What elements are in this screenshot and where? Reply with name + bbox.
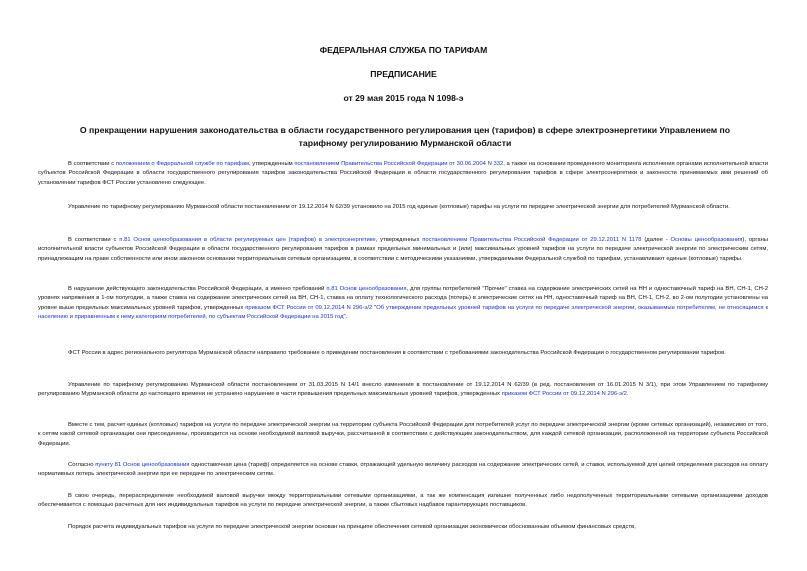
link-fst-regulation[interactable]: положением о Федеральной службе по тарифам xyxy=(115,161,249,167)
paragraph-9: В свою очередь, перераспределение необходимой валовой выручки между территориальными сетевыми организациями, а так же компенсация излишне полученных либо недополученных территориальными сетевыми организациями доходов обеспечивается с помощью расчетных для них индивидуальных тарифов на услуги по передаче электрической энергии, а также сбытовых надбавок гарантирующих поставщиков. xyxy=(38,493,768,509)
paragraph-8: Согласно пункту 81 Основ ценообразования одноставочная цена (тариф) определяется на основе ставки, отражающей удельную величину расходов на содержание электрических сетей, и ставки, используемой для целей определения расходов на оплату нормативных потерь электрической энергии при ее передаче по электрическим сетям. xyxy=(38,462,768,478)
document-type: ПРЕДПИСАНИЕ xyxy=(370,69,437,79)
document-title: О прекращении нарушения законодательства в области государственного регулирования цен (тарифов) в сфере электроэнергетики Управлением по тарифному регулированию Мурманской области xyxy=(79,125,731,148)
link-government-decree-332[interactable]: постановлением Правительства Российской Федерации от 30.06.2004 N 332 xyxy=(294,161,504,167)
paragraph-5: ФСТ России в адрес регионального регулятора Мурманской области направило требование о приведении постановления в соответствии с требованиями законодательства Российской Федерации о государственном регулировании тарифов. xyxy=(68,350,726,356)
paragraph-4: В нарушение действующего законодательства Российской Федерации, а именно требований п.81 Основ ценообразования, для группы потребителей "Прочие" ставка на содержание электрических сетей на НН и одноставочный тариф на ВН, СН-1, СН-2 уровнях напряжения в 1-ом полугодии, а также ставка на содержание электрических сетей на ВН, СН-1, ставка на оплату технологического расхода (потерь) в электрические сетях на НН, одноставочный тариф на ВН, СН-1, СН-2, во 2-ом полугодии установлены на уровне выше предельных максимальных уровней тарифов, утвержденных приказом ФСТ России от 09.12.2014 N 296-э/2 "Об утверждении предельных уровней тарифов на услуги по передаче электрической энергии, оказываемые потребителям, не относящимся к населению и приравненным к нему категориям потребителей, по субъектам Российской Федерации на 2015 год". xyxy=(38,286,768,320)
link-pricing-basics-point-81[interactable]: пункту 81 Основ ценообразования xyxy=(95,462,190,468)
link-fst-order-296-2[interactable]: приказом ФСТ России от 09.12.2014 N 296-э/2 xyxy=(501,391,627,398)
link-government-decree-1178[interactable]: постановлением Правительства Российской Федерации от 29.12.2011 N 1178 xyxy=(422,237,642,243)
link-pricing-basics-p81[interactable]: п.81 Основ ценообразования в области регулируемых цен (тарифов) в электроэнергетике xyxy=(119,237,376,243)
paragraph-6: Управление по тарифному регулированию Мурманской области постановлением от 31.03.2015 N 14/1 внесло изменения в постановление от 19.12.2014 N 62/39 (в ред. постановления от 16.01.2015 N 3/1), при этом Управлением по тарифному регулированию Мурманской области до настоящего времени не устранено нарушение в части превышения предельных максимальных уровней тарифов, утвержденных приказом ФСТ России от 09.12.2014 N 296-э/2. xyxy=(38,382,768,398)
link-pricing-basics-p81-2[interactable]: п.81 Основ ценообразования xyxy=(326,286,407,292)
paragraph-3: В соответствии с п.81 Основ ценообразования в области регулируемых цен (тарифов) в электроэнергетике, утвержденных постановлением Правительства Российской Федерации от 29.12.2011 N 1178 (далее - Основы ценообразования), органы исполнительной власти субъектов Российской Федерации в области государственного регулирования тарифов в рамках предельных минимальных и (или) максимальных уровней тарифов на услуги по передаче электрической энергии по электрическим сетям, принадлежащим на праве собственности или ином законном основании территориальным сетевым организациям, в соответствии с методическими указаниями, утверждаемыми Федеральной службой по тарифам, устанавливают единые (котловые) тарифы. xyxy=(38,237,769,262)
paragraph-7: Вместе с тем, расчет единых (котловых) тарифов на услуги по передаче электрической энергии на территории субъекта Российской Федерации для потребителей услуг по передаче электрической энергии (кроме сетевых организаций), независимо от того, к сетям какой сетевой организации они присоединены, производится на основе необходимой валовой выручки, рассчитанной в соответствии с действующим законодательством, для каждой сетевой организации, расположенной на территории субъекта Российской Федерации. xyxy=(38,422,768,447)
link-pricing-basics[interactable]: Основы ценообразования xyxy=(670,237,743,243)
link-fst-order-296[interactable]: приказом ФСТ России от 09.12.2014 N 296-э/2 xyxy=(245,304,373,311)
paragraph-10: Порядок расчета индивидуальных тарифов на услуги по передаче электрической энергии основан на принципе обеспечения сетевой организации экономически обоснованным объемом финансовых средств, xyxy=(68,524,636,530)
paragraph-1: В соответствии с положением о Федеральной службе по тарифам, утвержденным постановлением Правительства Российской Федерации от 30.06.2004 N 332, а также на основании проведенного мониторинга исполнения органами исполнительной власти субъектов Российской Федерации в области государственного регулирования тарифов законодательства Российской Федерации в области государственного регулирования тарифов в сфере электроэнергетики и законности принимаемых ими решений об установлении тарифов ФСТ России установлено следующее. xyxy=(38,161,768,186)
paragraph-2: Управление по тарифному регулированию Мурманской области постановлением от 19.12.2014 N 62/39 установило на 2015 год единые (котловые) тарифы на услуги по передаче электрической энергии для потребителей Мурманской области. xyxy=(68,204,730,210)
agency-name: ФЕДЕРАЛЬНАЯ СЛУЖБА ПО ТАРИФАМ xyxy=(319,45,488,55)
link-fst-order-296-title[interactable]: Об утверждении предельных уровней тарифов на услуги по передаче электрической энергии, оказываемые потребителям, не относящимся к населению и приравненным к нему категориям потребителей, по субъектам Российской Федерации на 2015 год xyxy=(38,304,768,320)
document-date-number: от 29 мая 2015 года N 1098-э xyxy=(343,93,464,103)
